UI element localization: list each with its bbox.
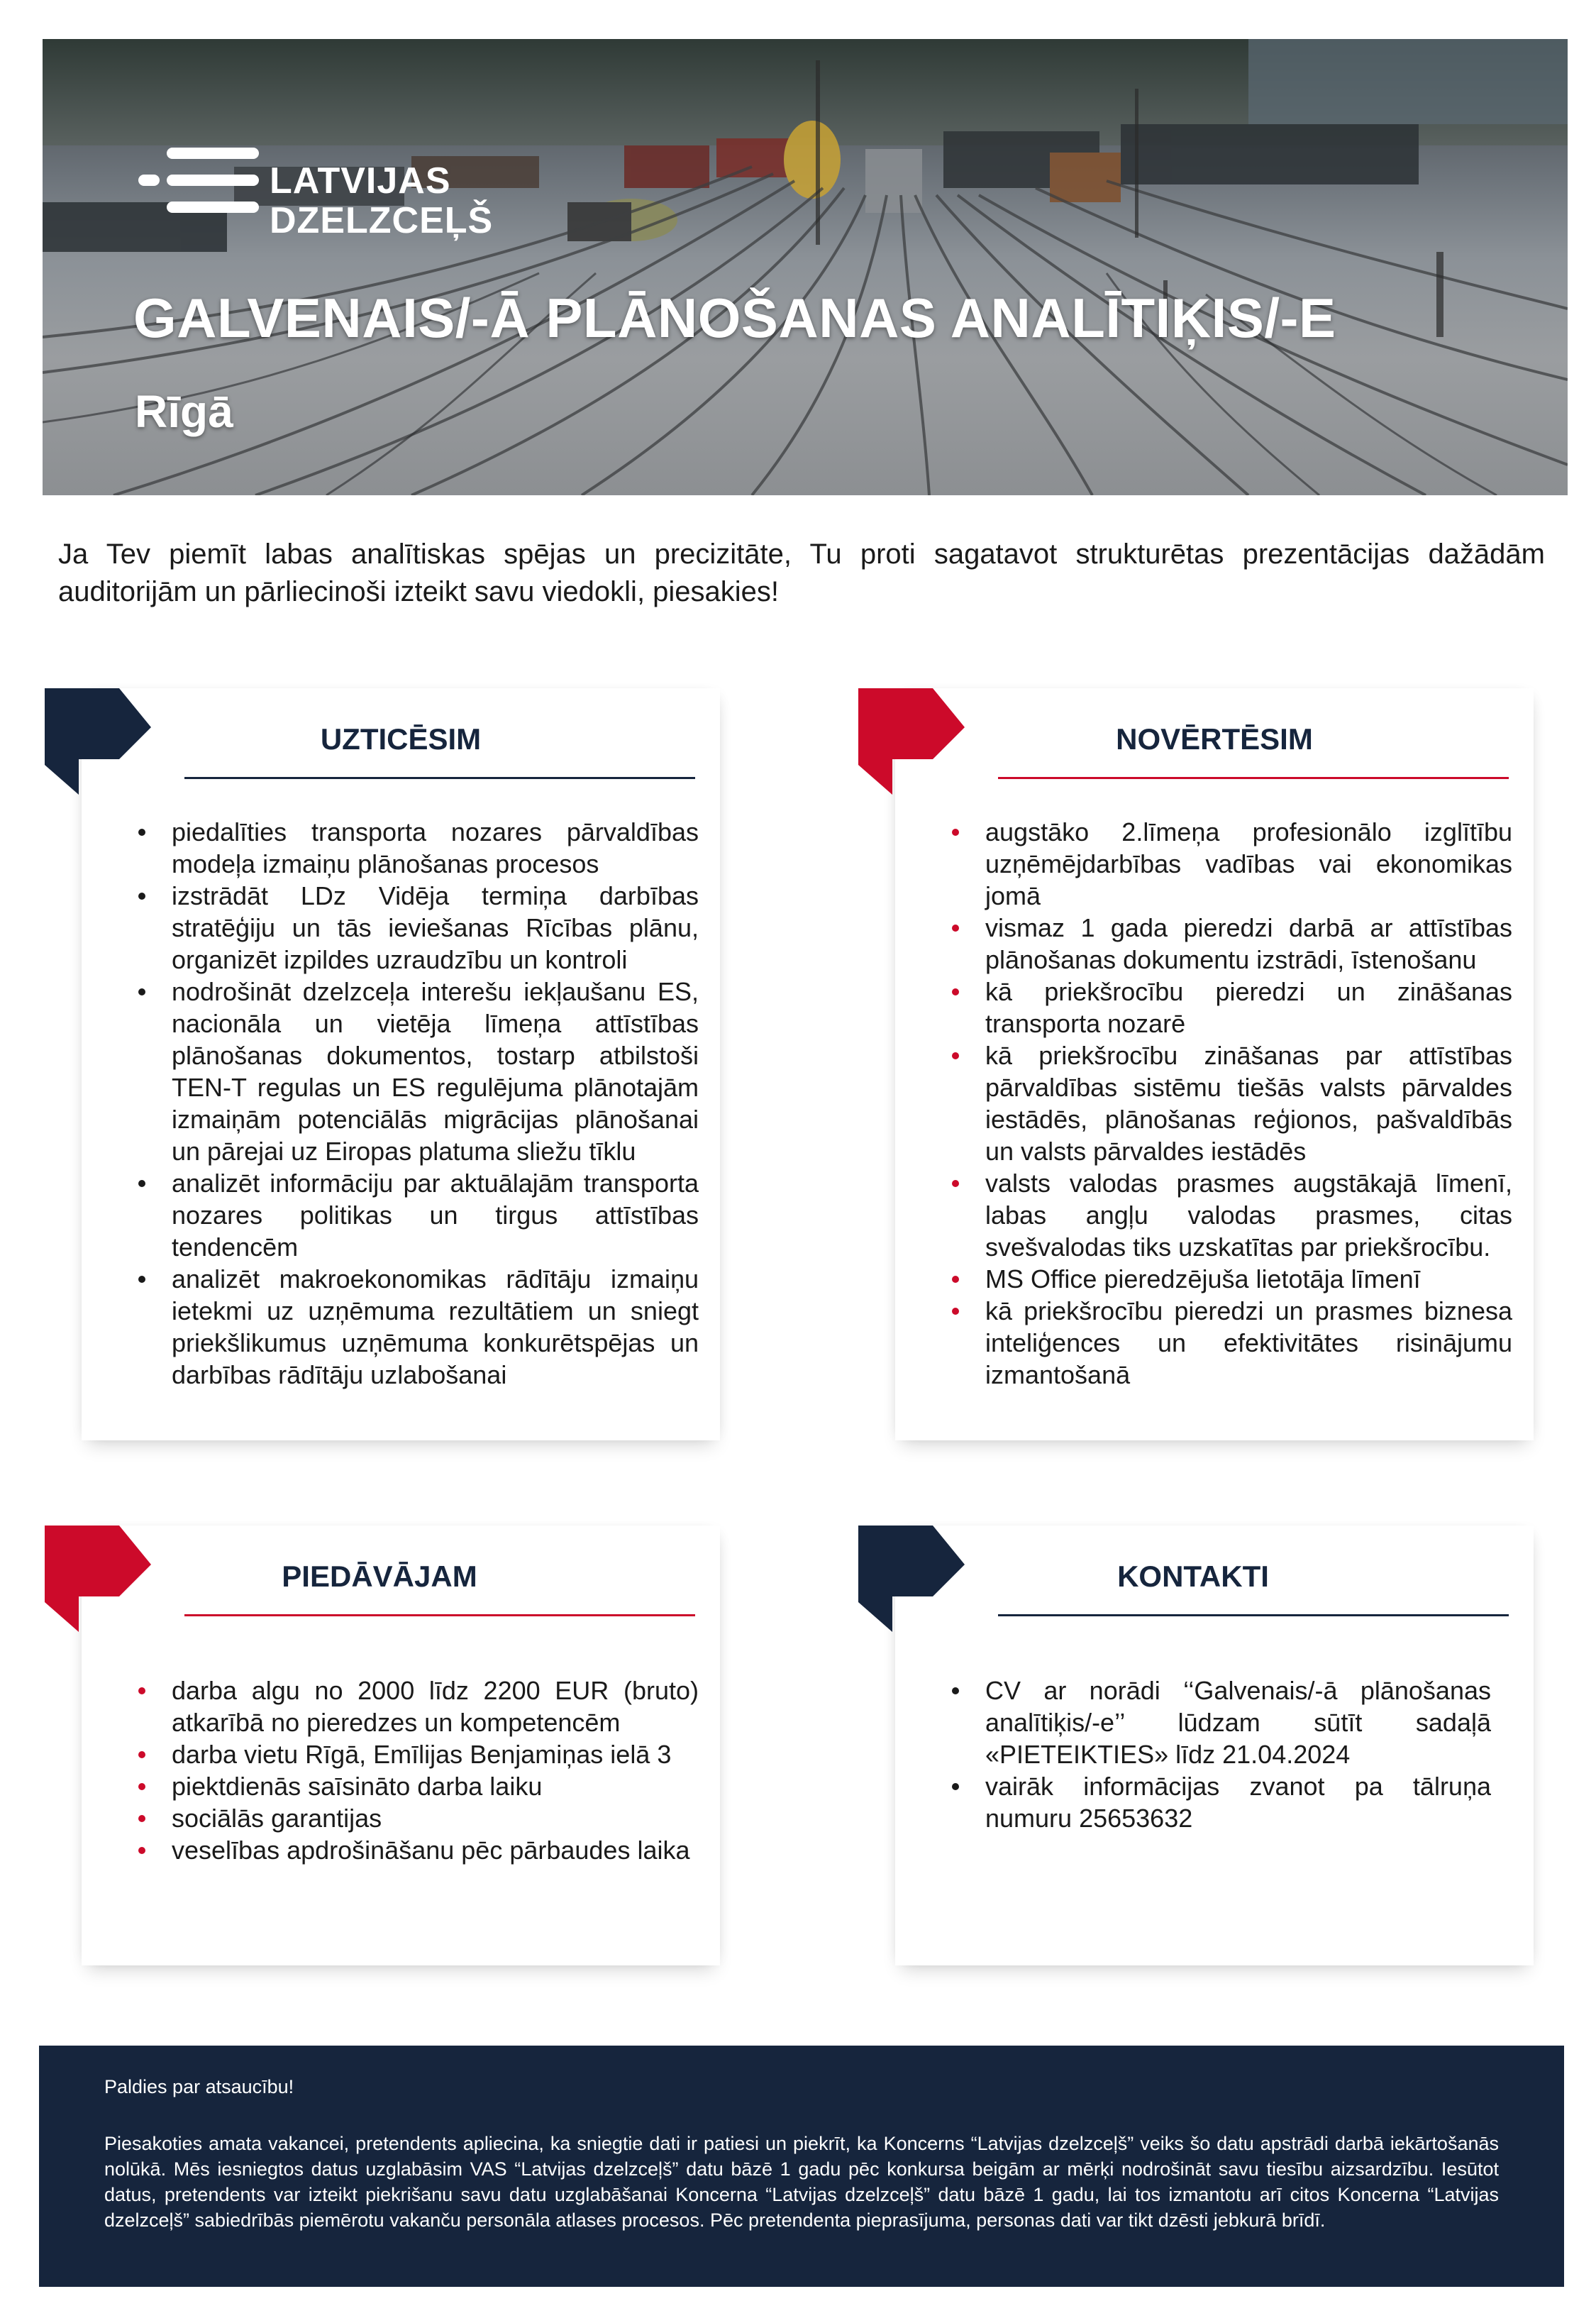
title-divider xyxy=(998,777,1509,779)
card-kontakti xyxy=(895,1526,1534,1965)
list-item: piektdienās saīsināto darba laiku xyxy=(131,1770,699,1802)
list-item: MS Office pieredzējuša lietotāja līmenī xyxy=(945,1263,1512,1295)
privacy-footer xyxy=(39,2046,1564,2287)
card-title: NOVĒRTĒSIM xyxy=(1116,722,1313,756)
title-divider xyxy=(998,1614,1509,1616)
novertesim-list xyxy=(945,816,1512,1391)
list-item: CV ar norādi ‘‘Galvenais/-ā plānošanas analītiķis/-e’’ lūdzam sūtīt sadaļā «PIETEIKTIES» līdz 21.04.2024 xyxy=(945,1675,1491,1770)
list-item: analizēt informāciju par aktuālajām transporta nozares politikas un tirgus attīstības tendencēm xyxy=(131,1167,699,1263)
card-novertesim xyxy=(895,688,1534,1440)
logo-line-1: LATVIJAS xyxy=(270,160,451,202)
logo-bars-icon xyxy=(138,148,259,213)
thanks-text: Paldies par atsaucību! xyxy=(104,2076,294,2097)
uzticesim-list xyxy=(131,816,699,1391)
title-divider xyxy=(184,777,695,779)
job-title: GALVENAIS/-Ā PLĀNOŠANAS ANALĪTIĶIS/-E xyxy=(133,287,1336,349)
job-location: Rīgā xyxy=(135,386,233,437)
card-piedavajam xyxy=(82,1526,720,1965)
list-item: kā priekšrocību pieredzi un zināšanas transporta nozarē xyxy=(945,976,1512,1039)
list-item: sociālās garantijas xyxy=(131,1802,699,1834)
hero-banner xyxy=(43,39,1568,495)
title-divider xyxy=(184,1614,695,1616)
privacy-notice: Piesakoties amata vakancei, pretendents apliecina, ka sniegtie dati ir patiesi un piekrīt, ka Koncerns “Latvijas dzelzceļš” veiks šo datu apstrādi darbā iekārtošanās nolūkā. Mēs iesniegtos datus uzglabāsim VAS “Latvijas dzelzceļš” datu bāzē 1 gadu pēc konkursa beigām ar mērķi nodrošināt savu tiesību aizsardzību. Iesūtot datus, pretendents var izteikt piekrišanu savu datu uzglabāšanai Koncerna “Latvijas dzelzceļš” datu bāzē 1 gadu, lai tos izmantotu arī citos Koncerna “Latvijas dzelzceļš” sabiedrībās piemērotu vakanču personāla atlases procesos. Pēc pretendenta pieprasījuma, personas dati var tikt dzēsti jebkurā brīdī. xyxy=(104,2133,1499,2231)
kontakti-list xyxy=(945,1675,1491,1834)
list-item: vairāk informācijas zvanot pa tālruņa numuru 25653632 xyxy=(945,1770,1491,1834)
card-title: KONTAKTI xyxy=(1117,1560,1269,1593)
list-item: kā priekšrocību zināšanas par attīstības pārvaldības sistēmu tiešās valsts pārvaldes iestādēs, plānošanas reģionos, pašvaldībās un valsts pārvaldes iestādēs xyxy=(945,1039,1512,1167)
list-item: darba vietu Rīgā, Emīlijas Benjamiņas ielā 3 xyxy=(131,1738,699,1770)
list-item: nodrošināt dzelzceļa interešu iekļaušanu ES, nacionāla un vietēja līmeņa attīstības plānošanas dokumentos, tostarp atbilstoši TEN-T regulas un ES regulējuma plānotajām izmaiņām potenciālās migrācijas plānošanai un pārejai uz Eiropas platuma sliežu tīklu xyxy=(131,976,699,1167)
company-logo xyxy=(138,106,536,241)
list-item: valsts valodas prasmes augstākajā līmenī, labas angļu valodas prasmes, citas svešvalodas tiks uzskatītas par priekšrocību. xyxy=(945,1167,1512,1263)
card-title: UZTICĒSIM xyxy=(320,722,482,756)
intro-text: Ja Tev piemīt labas analītiskas spējas un precizitāte, Tu proti sagatavot strukturētas prezentācijas dažādām auditorijām un pārliecinoši izteikt savu viedokli, piesakies! xyxy=(58,539,1545,607)
logo-line-2: DZELZCEĻŠ xyxy=(270,200,494,241)
list-item: vismaz 1 gada pieredzi darbā ar attīstības plānošanas dokumentu izstrādi, īstenošanu xyxy=(945,912,1512,976)
list-item: izstrādāt LDz Vidēja termiņa darbības stratēģiju un tās ieviešanas Rīcības plānu, organizēt izpildes uzraudzību un kontroli xyxy=(131,880,699,976)
logo-wordmark xyxy=(270,106,493,241)
piedavajam-list xyxy=(131,1675,699,1866)
card-uzticesim xyxy=(82,688,720,1440)
list-item: darba algu no 2000 līdz 2200 EUR (bruto) atkarībā no pieredzes un kompetencēm xyxy=(131,1675,699,1738)
list-item: piedalīties transporta nozares pārvaldības modeļa izmaiņu plānošanas procesos xyxy=(131,816,699,880)
list-item: augstāko 2.līmeņa profesionālo izglītību uzņēmējdarbības vadības vai ekonomikas jomā xyxy=(945,816,1512,912)
list-item: analizēt makroekonomikas rādītāju izmaiņu ietekmi uz uzņēmuma rezultātiem un sniegt priekšlikumus uzņēmuma konkurētspējas un darbības rādītāju uzlabošanai xyxy=(131,1263,699,1391)
list-item: kā priekšrocību pieredzi un prasmes biznesa inteliģences un efektivitātes risinājumu izmantošanā xyxy=(945,1295,1512,1391)
list-item: veselības apdrošināšanu pēc pārbaudes laika xyxy=(131,1834,699,1866)
card-title: PIEDĀVĀJAM xyxy=(282,1560,477,1593)
